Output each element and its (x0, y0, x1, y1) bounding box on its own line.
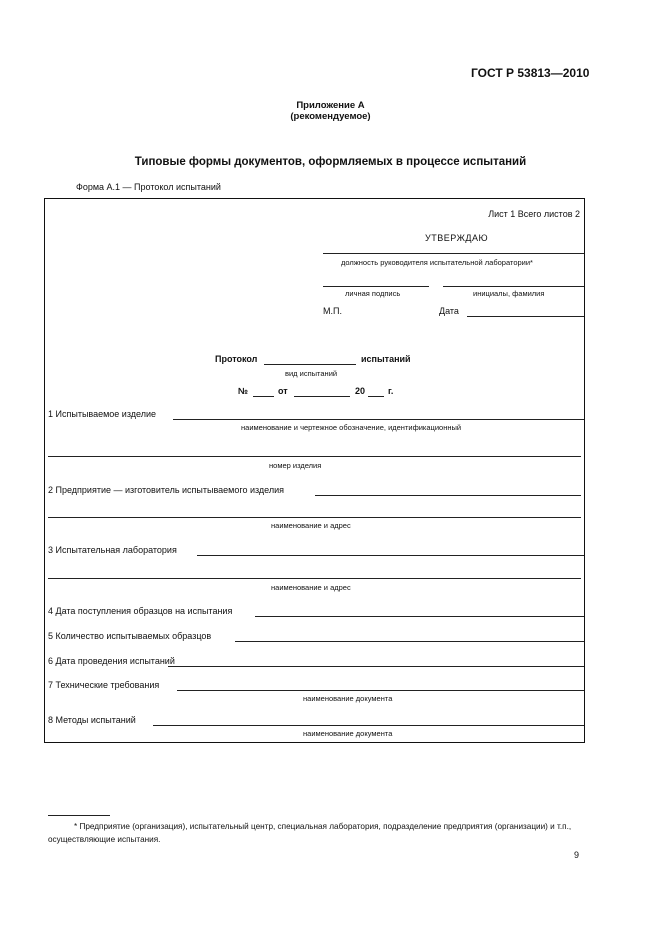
item-7-line[interactable] (177, 690, 584, 691)
item-3-label: 3 Испытательная лаборатория (48, 545, 177, 555)
number-line[interactable] (253, 396, 274, 397)
test-kind-hint: вид испытаний (285, 369, 338, 378)
signature-hint: личная подпись (345, 289, 401, 298)
footnote-text: * Предприятие (организация), испытательный центр, специальная лаборатория, подразделение предприятия (организации) и т.п., осуществляющие испытания. (48, 822, 572, 844)
date-line[interactable] (467, 316, 584, 317)
protocol-form (44, 198, 585, 743)
item-1-hint: наименование и чертежное обозначение, идентификационный (241, 423, 462, 432)
item-2-cont-hint: наименование и адрес (271, 521, 351, 530)
date-day-month-line[interactable] (294, 396, 350, 397)
item-5-label: 5 Количество испытываемых образцов (48, 631, 212, 641)
item-3-cont-hint: наименование и адрес (271, 583, 351, 592)
name-line[interactable] (443, 286, 584, 287)
year-prefix: 20 (355, 386, 366, 396)
item-1-label: 1 Испытываемое изделие (48, 409, 156, 419)
item-6-label: 6 Дата проведения испытаний (48, 656, 175, 666)
test-kind-line[interactable] (264, 364, 356, 365)
form-caption: Форма А.1 — Протокол испытаний (76, 182, 221, 192)
from-word: от (278, 386, 288, 396)
approver-position-hint: должность руководителя испытательной лаборатории* (341, 258, 533, 267)
item-2-label: 2 Предприятие — изготовитель испытываемого изделия (48, 485, 285, 495)
document-code: ГОСТ Р 53813—2010 (471, 66, 590, 80)
item-7-label: 7 Технические требования (48, 680, 160, 690)
section-title: Типовые формы документов, оформляемых в процессе испытаний (134, 156, 527, 168)
item-8-label: 8 Методы испытаний (48, 715, 136, 725)
page-number: 9 (573, 850, 579, 860)
seal-label: М.П. (323, 306, 342, 316)
sheet-info: Лист 1 Всего листов 2 (488, 209, 580, 219)
item-1-cont-hint: номер изделия (269, 461, 322, 470)
item-2-line[interactable] (315, 495, 581, 496)
item-1-cont-line[interactable] (48, 456, 581, 457)
item-4-line[interactable] (255, 616, 584, 617)
item-2-cont-line[interactable] (48, 517, 581, 518)
approver-position-line[interactable] (323, 253, 584, 254)
item-1-line[interactable] (173, 419, 584, 420)
annex-title: Приложение А (296, 100, 365, 111)
tests-word: испытаний (361, 354, 411, 364)
item-6-line[interactable] (168, 666, 584, 667)
item-8-line[interactable] (153, 725, 584, 726)
year-line[interactable] (368, 396, 384, 397)
item-8-hint: наименование документа (303, 729, 393, 738)
name-hint: инициалы, фамилия (473, 289, 545, 298)
approve-label: УТВЕРЖДАЮ (425, 233, 489, 243)
footnote-rule (48, 815, 110, 816)
item-4-label: 4 Дата поступления образцов на испытания (48, 606, 233, 616)
footnote (48, 820, 582, 846)
item-3-cont-line[interactable] (48, 578, 581, 579)
annex-status: (рекомендуемое) (290, 111, 371, 122)
number-prefix: № (238, 386, 249, 396)
protocol-word: Протокол (215, 354, 258, 364)
item-3-line[interactable] (197, 555, 584, 556)
date-label: Дата (439, 306, 459, 316)
signature-line[interactable] (323, 286, 429, 287)
item-7-hint: наименование документа (303, 694, 393, 703)
year-suffix: г. (388, 386, 394, 396)
item-5-line[interactable] (235, 641, 584, 642)
